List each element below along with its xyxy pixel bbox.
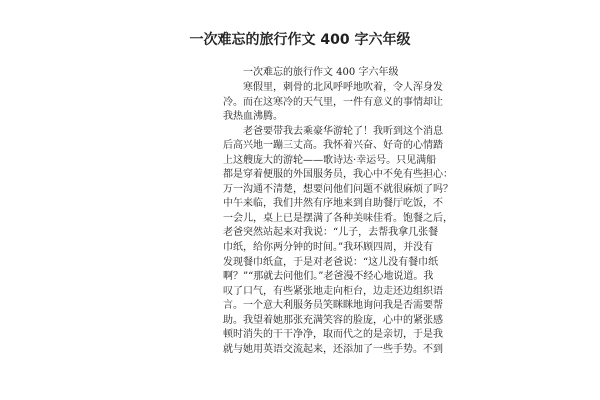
paragraph-line: 叹了口气，有些紧张地走向柜台，边走还边组织语 xyxy=(223,285,443,297)
paragraph-line: 万一沟通不清楚，想要问他们问题不就很麻烦了吗？ xyxy=(223,183,453,195)
paragraph-line: 言。一个意大利服务员笑眯眯地询问我是否需要帮 xyxy=(223,300,443,312)
paragraph-line: 我热血沸腾。 xyxy=(223,111,283,123)
paragraph-line: 一会儿，桌上已是摆满了各种美味佳肴。饱餐之后， xyxy=(223,212,453,224)
paragraph-2 xyxy=(223,125,453,358)
paragraph-line: 寒假里，刺骨的北风呼呼地吹着，令人浑身发 xyxy=(243,82,443,93)
paragraph-line: 发现餐巾纸盒，于是对老爸说：“这儿没有餐巾纸 xyxy=(223,256,439,268)
paragraph-line: 老爸要带我去乘豪华游轮了！我听到这个消息 xyxy=(243,125,443,137)
document-body xyxy=(223,66,453,357)
paragraph-line: 后高兴地一蹦三丈高。我怀着兴奋、好奇的心情踏 xyxy=(223,140,443,152)
paragraph-line: 啊？”“那就去问他们。”老爸漫不经心地说道。我 xyxy=(223,271,434,283)
document-title: 一次难忘的旅行作文 400 字六年级 xyxy=(189,32,411,48)
paragraph-line: 老爸突然站起来对我说：“儿子，去帮我拿几张餐 xyxy=(223,227,439,239)
paragraph-line: 都是穿着便服的外国服务员，我心中不免有些担心： xyxy=(223,169,453,181)
paragraph-line: 冷。而在这寒冷的天气里，一件有意义的事情却让 xyxy=(223,96,443,108)
paragraph-line: 就与她用英语交流起来，还添加了一些手势。不到 xyxy=(223,343,443,355)
paragraph-line: 顿时消失的干干净净，取而代之的是亲切，于是我 xyxy=(223,329,443,341)
document-subtitle: 一次难忘的旅行作文 400 字六年级 xyxy=(243,67,399,78)
paragraph-line: 上这艘庞大的游轮——歌诗达·幸运号。只见满船 xyxy=(223,154,437,166)
paragraph-1 xyxy=(223,81,443,125)
paragraph-line: 助。我望着她那张充满笑容的脸庞，心中的紧张感 xyxy=(223,314,443,326)
paragraph-line: 巾纸，给你两分钟的时间。”我环顾四周，并没有 xyxy=(223,242,434,254)
paragraph-line: 中午来临，我们井然有序地来到自助餐厅吃饭，不 xyxy=(223,198,443,210)
